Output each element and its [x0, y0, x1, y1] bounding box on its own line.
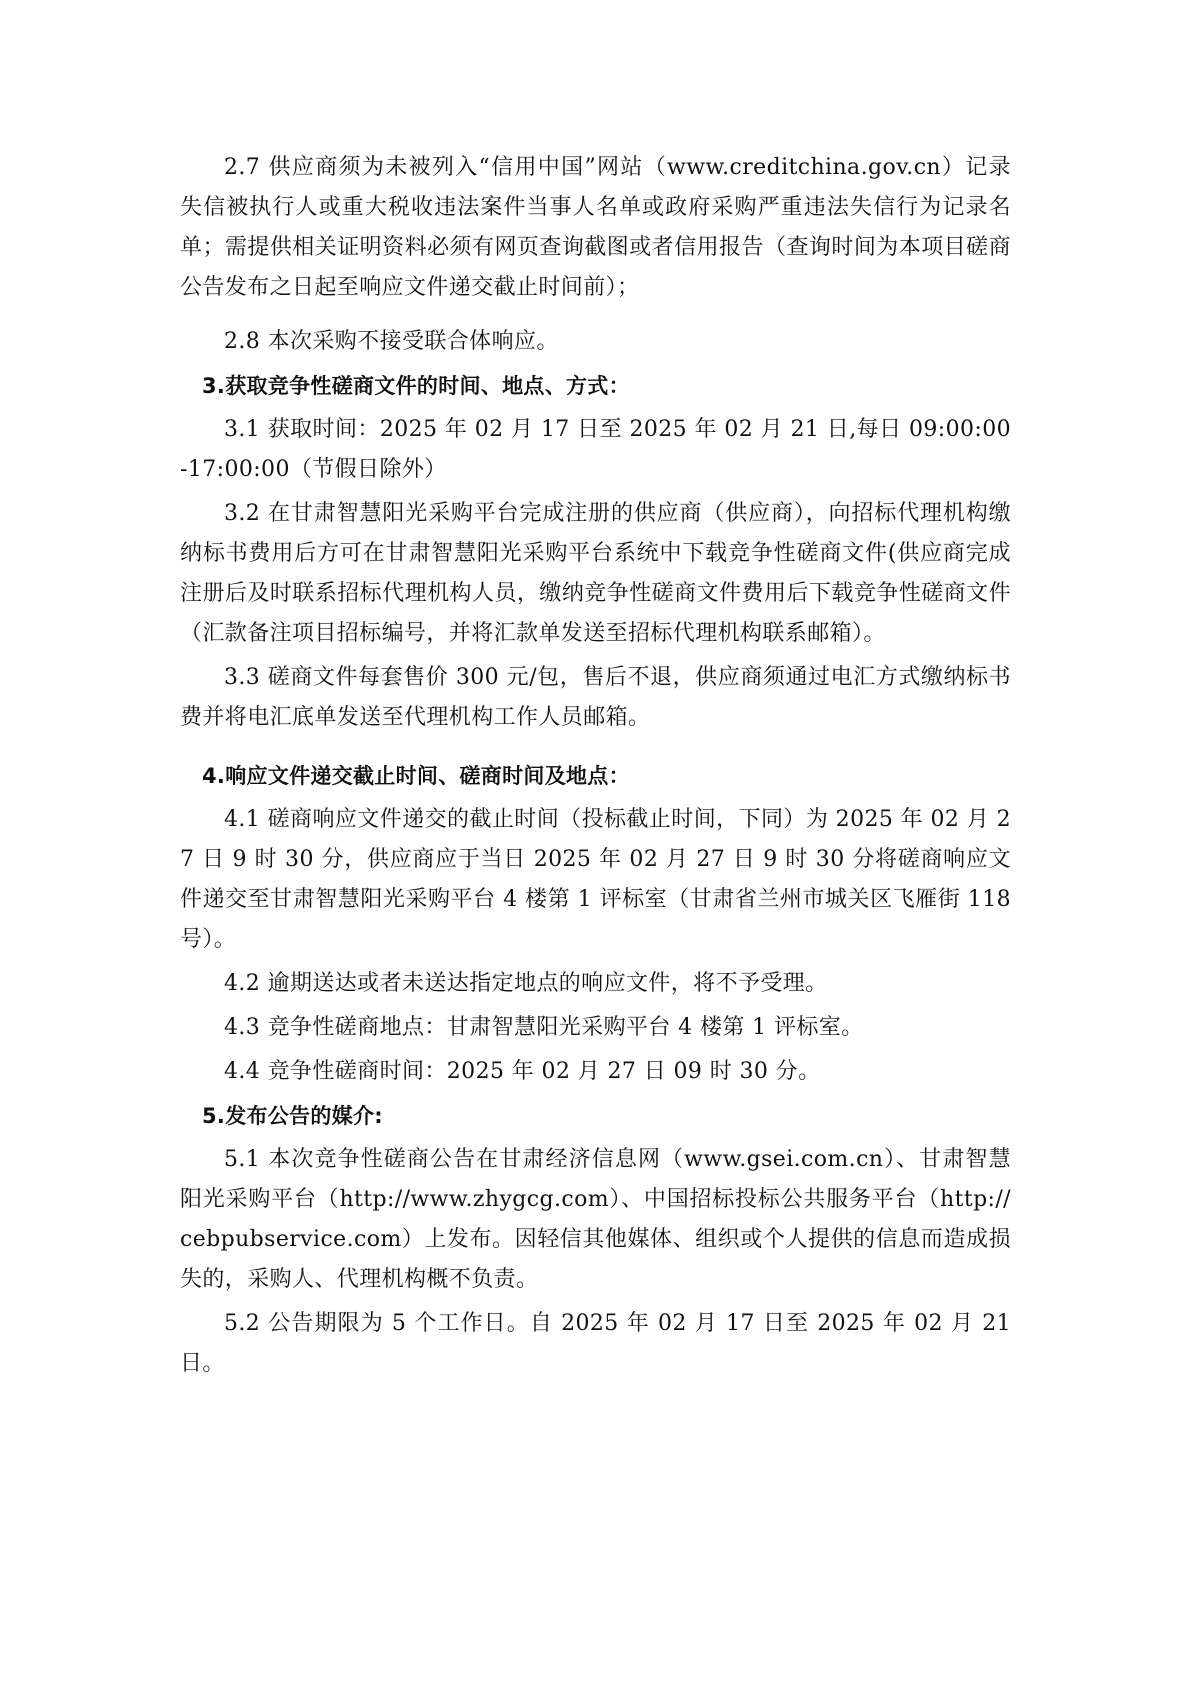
- paragraph-5-1: 5.1 本次竞争性磋商公告在甘肃经济信息网（www.gsei.com.cn）、甘肃智慧阳光采购平台（http://www.zhygcg.com）、中国招标投标公共服务平台（http://cebpubservice.com）上发布。因轻信其他媒体、组织或个人提供的信息而造成损失的，采购人、代理机构概不负责。: [180, 1147, 1011, 1292]
- paragraph-4-1: 4.1 磋商响应文件递交的截止时间（投标截止时间，下同）为 2025 年 02 月 27 日 9 时 30 分，供应商应于当日 2025 年 02 月 27 日 9 时 30 分将磋商响应文件递交至甘肃智慧阳光采购平台 4 楼第 1 评标室（甘肃省兰州市城关区飞雁街 118 号）。: [180, 807, 1011, 952]
- section-heading-3: 3.获取竞争性磋商文件的时间、地点、方式：: [202, 374, 630, 398]
- paragraph-4-3: 4.3 竞争性磋商地点：甘肃智慧阳光采购平台 4 楼第 1 评标室。: [224, 1015, 864, 1040]
- paragraph-3-3: 3.3 磋商文件每套售价 300 元/包，售后不退，供应商须通过电汇方式缴纳标书费并将电汇底单发送至代理机构工作人员邮箱。: [180, 665, 1011, 730]
- paragraph-3-1: 3.1 获取时间：2025 年 02 月 17 日至 2025 年 02 月 21 日,每日 09:00:00-17:00:00（节假日除外）: [180, 417, 1011, 482]
- section-heading-5: 5.发布公告的媒介:: [202, 1104, 383, 1128]
- paragraph-4-4: 4.4 竞争性磋商时间：2025 年 02 月 27 日 09 时 30 分。: [224, 1059, 821, 1084]
- paragraph-4-2: 4.2 逾期送达或者未送达指定地点的响应文件，将不予受理。: [224, 971, 828, 996]
- paragraph-3-2: 3.2 在甘肃智慧阳光采购平台完成注册的供应商（供应商），向招标代理机构缴纳标书费用后方可在甘肃智慧阳光采购平台系统中下载竞争性磋商文件(供应商完成注册后及时联系招标代理机构人员，缴纳竞争性磋商文件费用后下载竞争性磋商文件（汇款备注项目招标编号，并将汇款单发送至招标代理机构联系邮箱）。: [180, 501, 1011, 646]
- paragraph-5-2: 5.2 公告期限为 5 个工作日。自 2025 年 02 月 17 日至 2025 年 02 月 21 日。: [180, 1311, 1011, 1376]
- paragraph-2-8: 2.8 本次采购不接受联合体响应。: [224, 329, 559, 354]
- section-heading-4: 4.响应文件递交截止时间、磋商时间及地点：: [202, 764, 630, 788]
- paragraph-2-7: 2.7 供应商须为未被列入“信用中国”网站（www.creditchina.gov.cn）记录失信被执行人或重大税收违法案件当事人名单或政府采购严重违法失信行为记录名单；需提供相关证明资料必须有网页查询截图或者信用报告（查询时间为本项目磋商公告发布之日起至响应文件递交截止时间前）；: [180, 155, 1011, 300]
